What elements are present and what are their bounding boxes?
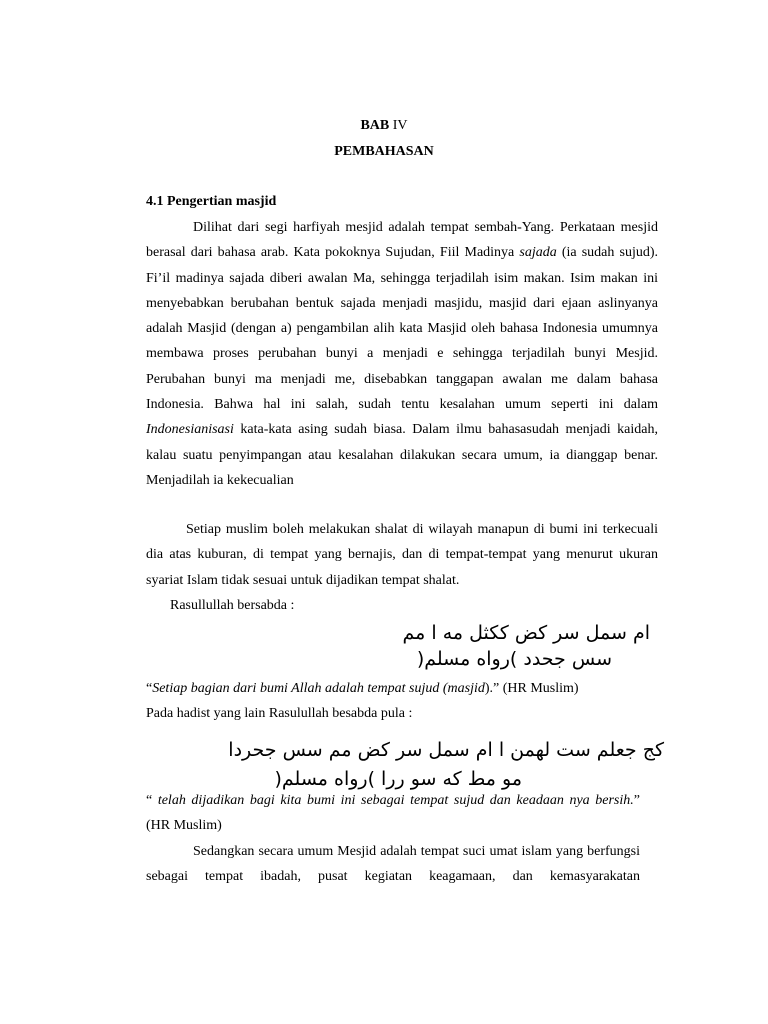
paragraph-shalat (146, 517, 658, 593)
hadith2-source: ” (HR Muslim) (146, 793, 640, 834)
chapter-title: PEMBAHASAN (334, 144, 434, 159)
section-heading: 4.1 Pengertian masjid (146, 194, 277, 209)
para3-text: Sedangkan secara umum Mesjid adalah tempat suci umat islam yang berfungsi sebagai tempat ibadah, pusat kegiatan keagamaan, dan kemasyarakatan (146, 844, 640, 885)
bab-roman-numeral: IV (392, 118, 408, 133)
hadith1-translation (146, 676, 658, 701)
para1-part-e: kata-kata asing sudah biasa. Dalam ilmu bahasasudah menjadi kaidah, kalau suatu penyimpangan atau kesalahan dilakukan secara umum, ia dianggap benar. Menjadilah ia kekecualian (146, 422, 658, 488)
hadith2-translation (146, 788, 640, 839)
hadith2-arabic-line2: مو مط كه سو ررا )رواه مسلم( (274, 768, 522, 790)
chapter-number (0, 118, 768, 134)
hadith1-open-quote: “ (146, 681, 153, 696)
para1-term-indonesianisasi: Indonesianisasi (146, 422, 234, 438)
hadith1-translation-text: Setiap bagian dari bumi Allah adalah tempat sujud (masjid (152, 681, 485, 696)
hadith2-open-quote: “ (146, 793, 158, 808)
paragraph-definition (146, 215, 658, 493)
hadith1-arabic-line2: سس جحدد )رواه مسلم( (416, 648, 612, 670)
hadith1-source: ).” (HR Muslim) (484, 681, 579, 696)
para1-part-c: (ia sudah sujud). Fi’il madinya sajada diberi awalan Ma, sehingga terjadilah isim makan. Isim makan ini menyebabkan berubahan bentuk sajada menjadi masjidu, masjid dari ejaan aslinyanya adalah Masjid (dengan a) pengambilan alih kata Masjid oleh bahasa Indonesia umumnya membawa proses perubahan bunyi a menjadi e sehingga terjadilah bunyi Mesjid. Perubahan bunyi ma menjadi me, disebabkan tanggapan awalan me dalam bahasa Indonesia. Bahwa hal ini salah, sudah tentu kesalahan umum seperti ini dalam (146, 245, 658, 413)
para2-text: Setiap muslim boleh melakukan shalat di wilayah manapun di bumi ini terkecuali dia atas kuburan, di tempat yang bernajis, dan di tempat-tempat yang menurut ukuran syariat Islam tidak sesuai untuk dijadikan tempat shalat. (146, 522, 658, 588)
hadith2-arabic-line1: كج جعلم ست لهمن ا ام سمل سر كض مم سس جحردا (228, 739, 664, 761)
rasul-intro: Rasullullah bersabda : (170, 598, 295, 613)
para1-part-a: Dilihat dari segi harfiyah mesjid adalah tempat sembah-Yang. Perkataan mesjid berasal dari bahasa arab. Kata pokoknya Sujudan, Fiil Madinya (146, 220, 658, 261)
hadith2-translation-text: telah dijadikan bagi kita bumi ini sebagai tempat sujud dan keadaan nya bersih. (157, 793, 634, 808)
para1-term-sajada: sajada (519, 245, 557, 261)
hadith1-arabic-line1: ام سمل سر كض ككثل مه ا مم (402, 622, 650, 644)
paragraph-mesjid-general (146, 839, 640, 890)
hadith2-intro: Pada hadist yang lain Rasulullah besabda pula : (146, 706, 413, 721)
bab-label: BAB (360, 118, 390, 133)
